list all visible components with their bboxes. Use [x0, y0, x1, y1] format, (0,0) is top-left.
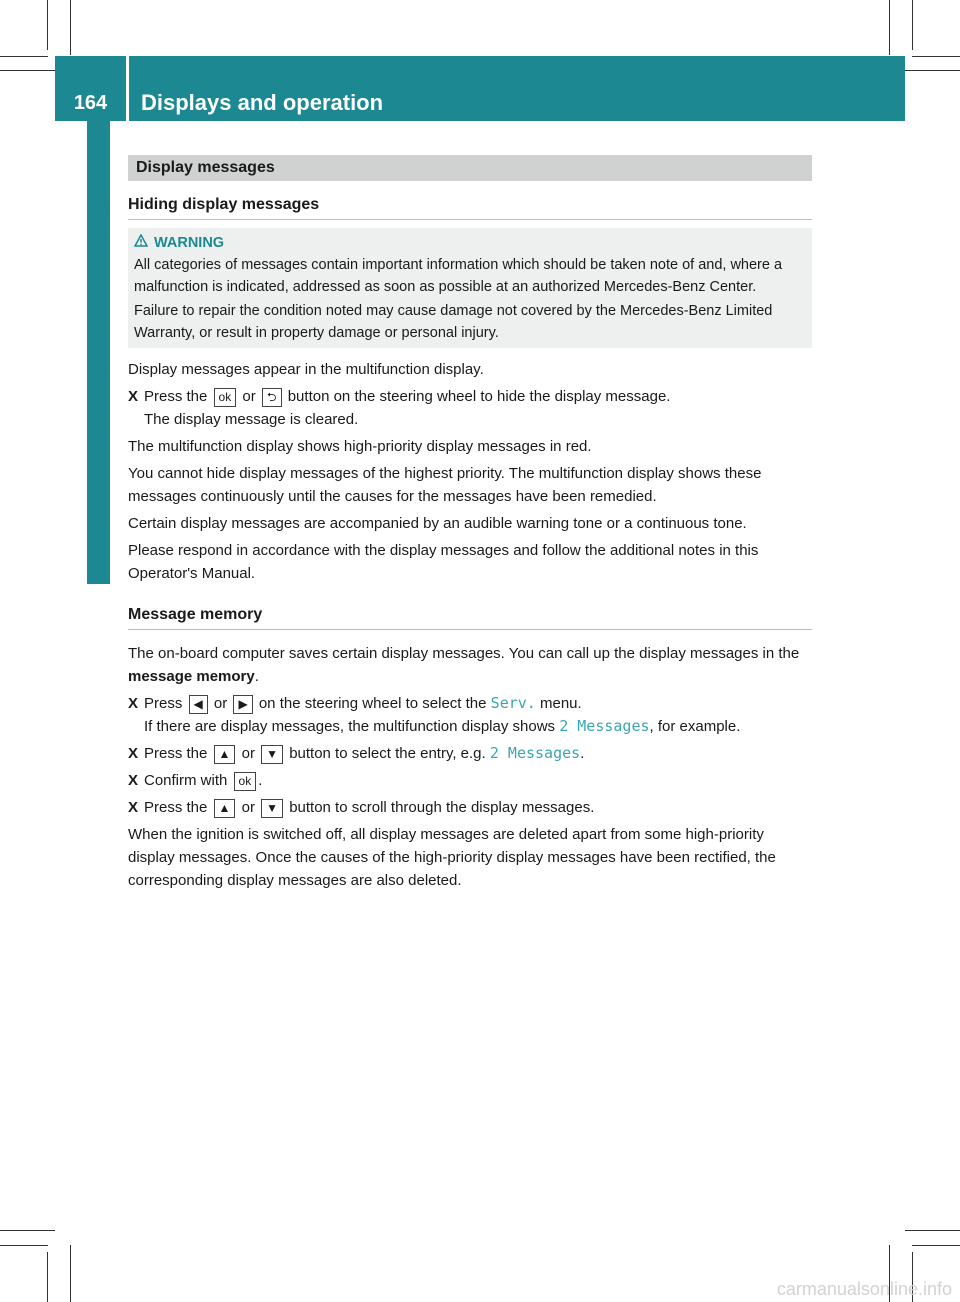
- warning-header: [134, 232, 806, 254]
- page-content: [128, 155, 812, 896]
- step-text: button to scroll through the display messages.: [289, 799, 595, 816]
- step-text: on the steering wheel to select the: [258, 695, 487, 712]
- back-button-icon: ⮌: [262, 388, 282, 407]
- crop-mark: [70, 0, 71, 55]
- watermark: carmanualsonline.info: [776, 1279, 952, 1299]
- instruction-step: [128, 692, 812, 738]
- instruction-step: [128, 769, 812, 792]
- page-number: 164: [73, 92, 108, 114]
- step-text: button on the steering wheel to hide the display message.: [287, 388, 671, 405]
- display-text: Serv.: [490, 694, 536, 712]
- text: .: [254, 668, 259, 685]
- warning-text-1: All categories of messages contain important information which should be taken note of and, where a malfunction is indicated, addressed as soon as possible at an authorized Mercedes-Benz Center.: [134, 257, 783, 295]
- step-text: Press the: [144, 799, 208, 816]
- right-arrow-button-icon: ▶: [233, 695, 252, 714]
- crop-mark: [0, 1245, 48, 1246]
- crop-mark: [912, 56, 960, 57]
- paragraph: [128, 642, 812, 688]
- step-text: Press: [144, 695, 183, 712]
- crop-mark: [70, 1245, 71, 1302]
- display-text: 2 Messages: [489, 744, 581, 762]
- down-arrow-button-icon: ▼: [261, 799, 283, 818]
- step-result: If there are display messages, the multifunction display shows: [144, 718, 556, 735]
- crop-mark: [912, 1245, 960, 1246]
- instruction-step: [128, 796, 812, 819]
- chapter-title: Displays and operation: [141, 90, 384, 115]
- step-marker: X: [128, 745, 139, 762]
- step-text: or: [241, 799, 255, 816]
- step-text: menu.: [540, 695, 582, 712]
- left-arrow-button-icon: ◀: [189, 695, 208, 714]
- step-marker: X: [128, 799, 139, 816]
- instruction-step: [128, 742, 812, 765]
- crop-mark: [0, 70, 55, 71]
- step-text: or: [241, 745, 255, 762]
- step-text: .: [258, 772, 263, 789]
- step-result: The display message is cleared.: [144, 411, 359, 428]
- text: The on-board computer saves certain display messages. You can call up the display messages in the: [128, 645, 800, 662]
- ok-button-icon: ok: [214, 388, 237, 407]
- subhead-memory: Message memory: [128, 603, 812, 630]
- paragraph: Display messages appear in the multifunction display.: [128, 361, 484, 378]
- up-arrow-button-icon: ▲: [214, 745, 236, 764]
- paragraph: Certain display messages are accompanied by an audible warning tone or a continuous tone.: [128, 515, 747, 532]
- ok-button-icon: ok: [234, 772, 257, 791]
- warning-title: WARNING: [154, 235, 225, 251]
- step-text: or: [213, 695, 228, 712]
- step-text: Press the: [144, 745, 208, 762]
- crop-mark: [0, 1230, 55, 1231]
- warning-text-2: Failure to repair the condition noted may cause damage not covered by the Mercedes-Benz Limited Warranty, or result in property damage or personal injury.: [134, 303, 773, 341]
- section-title: Display messages: [128, 155, 812, 181]
- bold-term: message memory: [128, 668, 255, 685]
- side-tab-label: On-board computer and displays: [86, 187, 109, 517]
- subhead-hiding: Hiding display messages: [128, 193, 812, 220]
- step-result: , for example.: [649, 718, 741, 735]
- paragraph: When the ignition is switched off, all display messages are deleted apart from some high-priority display messages. Once the causes of the high-priority display messages have been rectified, the corresponding display messages are also deleted.: [128, 826, 776, 889]
- warning-icon: [134, 232, 148, 254]
- crop-mark: [47, 1252, 48, 1302]
- step-text: button to select the entry, e.g.: [289, 745, 486, 762]
- paragraph: The multifunction display shows high-priority display messages in red.: [128, 438, 592, 455]
- step-text: Press the: [144, 388, 208, 405]
- crop-mark: [0, 56, 48, 57]
- display-text: 2 Messages: [559, 717, 650, 735]
- crop-mark: [889, 0, 890, 55]
- step-marker: X: [128, 772, 139, 789]
- crop-mark: [47, 0, 48, 50]
- instruction-step: [128, 385, 812, 431]
- paragraph: Please respond in accordance with the display messages and follow the additional notes in this Operator's Manual.: [128, 542, 759, 582]
- warning-box: [128, 228, 812, 348]
- step-text: or: [242, 388, 256, 405]
- paragraph: You cannot hide display messages of the highest priority. The multifunction display shows these messages continuously until the causes for the messages have been remedied.: [128, 465, 762, 505]
- step-marker: X: [128, 388, 139, 405]
- step-text: Confirm with: [144, 772, 228, 789]
- crop-mark: [912, 0, 913, 50]
- crop-mark: [905, 70, 960, 71]
- down-arrow-button-icon: ▼: [261, 745, 283, 764]
- step-marker: X: [128, 695, 139, 712]
- step-text: .: [580, 745, 585, 762]
- header-divider: [126, 56, 129, 121]
- crop-mark: [905, 1230, 960, 1231]
- up-arrow-button-icon: ▲: [214, 799, 236, 818]
